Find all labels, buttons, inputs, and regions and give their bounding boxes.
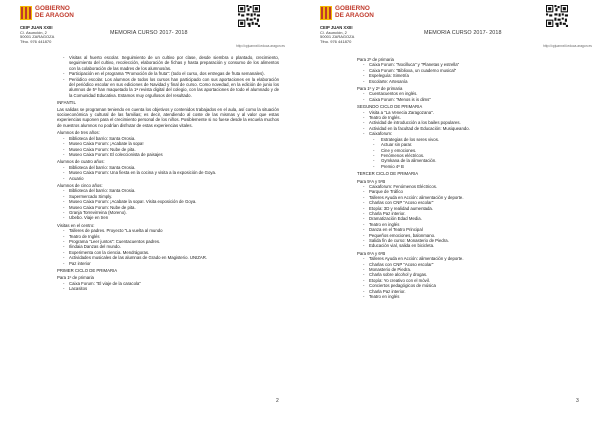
- list-item-text: Teatro en inglés: [369, 221, 400, 227]
- list-item-text: Cuentacuentos en inglés.: [369, 91, 418, 97]
- qr-code-icon: [238, 5, 260, 27]
- list-item-text: Caixa Forum: "Nocilluca" y "Planetas y estrella": [369, 62, 460, 68]
- section-heading: Para 1º de primaria: [57, 275, 94, 281]
- qr-code-icon: [546, 5, 568, 27]
- list-item-text: Ilindaia Danzas del mundo.: [69, 244, 121, 250]
- list-item-text: Teatro de Inglés: [69, 233, 100, 239]
- list-item-text: Lacasitos: [69, 286, 88, 292]
- list-item: [57, 77, 279, 99]
- bullet-dash: -: [363, 294, 365, 300]
- list-item-text: Etopía: Yo creativo con el móvil.: [369, 277, 430, 283]
- list-item-text: Ubebo. Viaje en tren: [69, 215, 109, 221]
- bullet-dash: -: [363, 243, 365, 249]
- bullet-dash: -: [363, 238, 365, 243]
- bullet-dash: -: [363, 200, 365, 206]
- section-heading: Para 2º de primaria: [357, 57, 394, 62]
- list-item: [357, 243, 579, 248]
- list-item-text: Salida fin de curso: Monasterio de Piedra.: [369, 238, 449, 243]
- bullet-dash: -: [63, 193, 65, 199]
- bullet-dash: -: [63, 146, 65, 152]
- bullet-dash: -: [363, 205, 365, 211]
- list-item: [357, 79, 579, 84]
- list-item: [57, 261, 279, 266]
- list-item: [57, 176, 279, 181]
- bullet-dash: -: [363, 227, 365, 233]
- bullet-dash: -: [363, 288, 365, 294]
- bullet-dash: -: [363, 256, 365, 262]
- bullet-dash: -: [363, 115, 365, 121]
- list-item-text: Actividad en la facultad de Educación: Musiqueando.: [369, 125, 470, 131]
- list-item-text: Charlas con CNP "Acoso escolar": [369, 200, 434, 206]
- list-item-text: Caixaforum:: [369, 131, 393, 137]
- page-number: 2: [276, 398, 279, 404]
- aragon-logo-icon: [20, 6, 32, 20]
- bullet-dash: -: [63, 135, 65, 141]
- list-item-text: Charla sobre alcohol y drogas.: [369, 272, 428, 278]
- page-content: [357, 55, 579, 299]
- list-item-text: Fenómenos eléctricos.: [381, 152, 425, 158]
- list-item-text: Dramatización Edad Media.: [369, 216, 422, 222]
- bullet-dash: -: [63, 244, 65, 250]
- section-heading: Para 1º y 2º de primaria: [357, 86, 403, 92]
- list-item-text: Visitas al huerto escolar. Seguimiento de un cultivo por clase, desde siembra o plantado, crecimiento, seguimiento del cultivo, recolección, elaboración de fichas y hasta preparación y consumo de los alimentos con la colaboración de las madres de los alumnos/as.: [69, 55, 279, 71]
- document-page-right: [300, 0, 600, 422]
- school-address: CEIP JUAN XXIII C/. Asunción, 2 50001 ZARAGOZA Tfno. 976 441870: [320, 25, 355, 44]
- school-url: http://cpjuanxxiii.educa.aragon.es: [236, 44, 285, 48]
- page-number: 3: [576, 398, 579, 404]
- list-item-text: Etopía: 3D y realidad aumentada.: [369, 205, 434, 211]
- bullet-dash: -: [63, 170, 65, 176]
- bullet-dash: -: [363, 67, 365, 73]
- list-item-text: Charla Paz interior.: [369, 210, 406, 216]
- bullet-dash: -: [63, 233, 65, 239]
- section-heading: PRIMER CICLO DE PRIMARIA: [57, 268, 118, 274]
- list-item-text: Caixa Forum: "Biblioxa, un cuaderno musical": [369, 67, 457, 73]
- memoria-title: MEMORIA CURSO 2017- 2018: [110, 30, 188, 36]
- list-item-text: Biblioteca del barrio: Santa Orosia.: [69, 188, 136, 194]
- bullet-dash: -: [363, 183, 365, 189]
- list-item-text: Conciertos pedagógicos de música: [369, 283, 436, 289]
- list-item-text: Estrategias de los seres vivos.: [381, 136, 440, 142]
- list-item-text: Danza en el Teatro Principal: [369, 227, 423, 233]
- list-item-text: Museo Caixa Forum: ¡Acabate la sopa!. Visita exposición de Goya.: [69, 199, 197, 205]
- aragon-logo-icon: [320, 6, 332, 20]
- section-heading: SEGUNDO CICLO DE PRIMARIA: [357, 104, 423, 110]
- bullet-dash: -: [373, 158, 375, 164]
- bullet-dash: -: [363, 283, 365, 289]
- bullet-dash: -: [363, 277, 365, 283]
- bullet-dash: -: [63, 286, 65, 292]
- memoria-title: MEMORIA CURSO 2017- 2018: [424, 30, 502, 36]
- bullet-dash: -: [363, 232, 365, 238]
- list-item: [57, 152, 279, 157]
- list-item-text: Acuario: [69, 175, 84, 181]
- school-url: http://cpjuanxxiii.educa.aragon.es: [543, 44, 592, 48]
- list-item-text: Actividades musicales de las alumnas de Grado en Magisterio. UNIZAR.: [69, 255, 208, 261]
- list-item-text: Museo Caixa Forum: El coleccionista de paisajes: [69, 151, 163, 157]
- bullet-dash: -: [363, 189, 365, 195]
- bullet-dash: -: [373, 147, 375, 153]
- section-heading: Alumnos de cuatro años:: [57, 159, 105, 165]
- list-item-text: Programa "Leer juntos": Cuentacuentos padres.: [69, 239, 161, 244]
- list-item-text: Charlas con CNP "Acoso escolar": [369, 261, 434, 267]
- bullet-dash: -: [363, 62, 365, 68]
- school-name: CEIP JUAN XXIII: [320, 25, 353, 30]
- bullet-dash: -: [63, 255, 65, 261]
- section-heading: Para 6ºA y 6ºB: [357, 250, 386, 256]
- section-heading: TERCER CICLO DE PRIMARIA: [357, 171, 419, 177]
- list-item: [57, 215, 279, 220]
- list-item-text: Biblioteca del barrio: Santa Orosia.: [69, 135, 136, 141]
- list-item-text: Talleres Ayuda en Acción: alimentación y deporte.: [369, 194, 464, 200]
- bullet-dash: -: [363, 131, 365, 137]
- section-heading: Para 5ºA y 5ºB: [357, 178, 386, 184]
- list-item-text: Caixa Forum: "Menos is is dims": [369, 96, 431, 102]
- bullet-dash: -: [363, 221, 365, 227]
- bullet-dash: -: [373, 152, 375, 158]
- bullet-dash: -: [363, 120, 365, 126]
- list-item-text: Teatro de Inglés.: [369, 115, 401, 121]
- bullet-dash: -: [363, 91, 365, 97]
- bullet-dash: -: [363, 267, 365, 273]
- aragon-logo: [20, 6, 74, 20]
- bullet-dash: -: [363, 216, 365, 222]
- bullet-dash: -: [363, 125, 365, 131]
- list-item-text: Premio 4º B: [381, 163, 404, 169]
- list-item-text: Pequeños emociones, balonmano.: [369, 232, 436, 238]
- list-item-text: Experimenta con la ciencia. Mendrágoras.: [69, 249, 150, 255]
- bullet-dash: -: [373, 136, 375, 142]
- bullet-dash: -: [63, 199, 65, 205]
- list-item-text: Paz interior: [69, 260, 91, 266]
- list-item-text: Gymkana de la alimentación.: [381, 158, 437, 164]
- list-item-text: Teatro en inglés: [369, 294, 400, 300]
- list-item-text: Escolarte: Artesanía: [369, 78, 408, 84]
- bullet-dash: -: [63, 55, 65, 60]
- bullet-dash: -: [63, 209, 65, 215]
- list-item-text: Museo Caixa Forum: ¡Acabate la sopa!: [69, 141, 144, 147]
- bullet-dash: -: [63, 260, 65, 266]
- list-item-text: Museo Caixa Forum: Una fiesta en la cocina y visita a la exposición de Goya.: [69, 170, 217, 176]
- aragon-logo: [320, 6, 374, 20]
- list-item-text: Talleres de padres. Proyecto "La vuelta al mundo: [69, 228, 163, 234]
- list-item-text: Supermercado Simply.: [69, 193, 113, 199]
- bullet-dash: -: [63, 71, 65, 77]
- logo-text: GOBIERNO DE ARAGON: [335, 5, 374, 19]
- bullet-dash: -: [363, 78, 365, 84]
- bullet-dash: -: [363, 109, 365, 115]
- bullet-dash: -: [63, 151, 65, 157]
- bullet-dash: -: [363, 272, 365, 278]
- list-item-text: Participación en el programa "Promoción de la fruta": (todo el curso, dos entregas de fruta semanales).: [69, 71, 265, 77]
- list-item-text: Museo Caixa Forum: Nube de pita.: [69, 204, 136, 210]
- list-item-text: Parque de Tráfico: [369, 189, 403, 195]
- logo-text: GOBIERNO DE ARAGON: [35, 5, 74, 19]
- bullet-dash: -: [373, 163, 375, 169]
- list-item-text: Granja Torrevirreina (Moreno).: [69, 209, 127, 215]
- section-heading: Alumnos de tres años:: [57, 130, 100, 136]
- list-item-text: Periódico escolar. Los alumnos de todos los cursos han participado con sus aportaciones en la elaboración del periódico escolar en sus ediciones de Navidad y final de curso. Como novedad, en la edición de junio los alumnos de 5º han maquetado la 1ª revista digital del colegio, con las aportaciones de todo el alumnado y de la Comunidad Educativa. Estamos muy orgullosos del resultado.: [69, 76, 279, 98]
- list-item-text: Cine y emociones.: [381, 147, 417, 153]
- bullet-dash: -: [63, 204, 65, 210]
- list-item-text: Biblioteca del barrio: Santa Orosia.: [69, 164, 136, 170]
- bullet-dash: -: [363, 210, 365, 216]
- bullet-dash: -: [63, 215, 65, 221]
- list-item-text: Monasterio de Piedra.: [369, 267, 412, 273]
- bullet-dash: -: [363, 96, 365, 102]
- bullet-dash: -: [363, 261, 365, 267]
- list-item-text: Talleres Ayuda en Acción: alimentación y deporte.: [369, 256, 464, 262]
- list-item-text: Museo Caixa Forum: Nube de pita.: [69, 146, 136, 152]
- section-heading: Alumnos de cinco años:: [57, 182, 103, 188]
- list-item: [357, 294, 579, 299]
- list-item: [357, 97, 579, 102]
- list-item-text: Caixaforum: Fenómenos Eléctricos.: [369, 183, 438, 189]
- list-item-text: Caixa Forum: "El viaje de la caracola": [69, 280, 141, 286]
- bullet-dash: -: [363, 73, 365, 79]
- bullet-dash: -: [373, 142, 375, 148]
- school-name: CEIP JUAN XXIII: [20, 25, 53, 30]
- sub-list-item: [357, 164, 579, 169]
- bullet-dash: -: [63, 228, 65, 234]
- bullet-dash: -: [63, 239, 65, 244]
- section-heading: INFANTIL: [57, 100, 76, 106]
- bullet-dash: -: [63, 280, 65, 286]
- list-item-text: Charla Paz interior.: [369, 288, 406, 294]
- list-item-text: Educación vial, salida en bicicleta.: [369, 243, 435, 249]
- list-item-text: Espeleguía: Simetría: [369, 73, 409, 79]
- list-item: [57, 55, 279, 71]
- bullet-dash: -: [63, 164, 65, 170]
- school-address: CEIP JUAN XXIII C/. Asunción, 2 50001 ZARAGOZA Tfno. 976 441870: [20, 25, 55, 44]
- bullet-dash: -: [63, 249, 65, 255]
- section-heading: Visitas en el centro:: [57, 222, 95, 228]
- list-item: [57, 286, 279, 291]
- bullet-dash: -: [63, 188, 65, 194]
- list-item-text: Actuar sin parar.: [381, 142, 413, 148]
- page-content: [57, 55, 279, 292]
- page-header: [300, 0, 600, 52]
- page-header: [0, 0, 300, 52]
- list-item-text: Visita a "La Venecia Zaragozana".: [369, 109, 434, 115]
- list-item-text: Actividad de introducción a los bailes populares.: [369, 120, 461, 126]
- bullet-dash: -: [63, 141, 65, 147]
- bullet-dash: -: [363, 194, 365, 200]
- bullet-dash: -: [63, 76, 65, 82]
- bullet-dash: -: [63, 175, 65, 181]
- paragraph: Las salidas se programan teniendo en cuenta los objetivos y contenidos trabajados en el aula, así como la situación socioeconómica y cultural de las familias; es decir, atendiendo al coste de las mismas y al valor que estas experiencias suponen para el crecimiento personal de los niños. Posiblemente si no fuese desde la escuela muchos de nuestros alumnos no podrían disfrutar de estas experiencias vitales.: [57, 106, 279, 128]
